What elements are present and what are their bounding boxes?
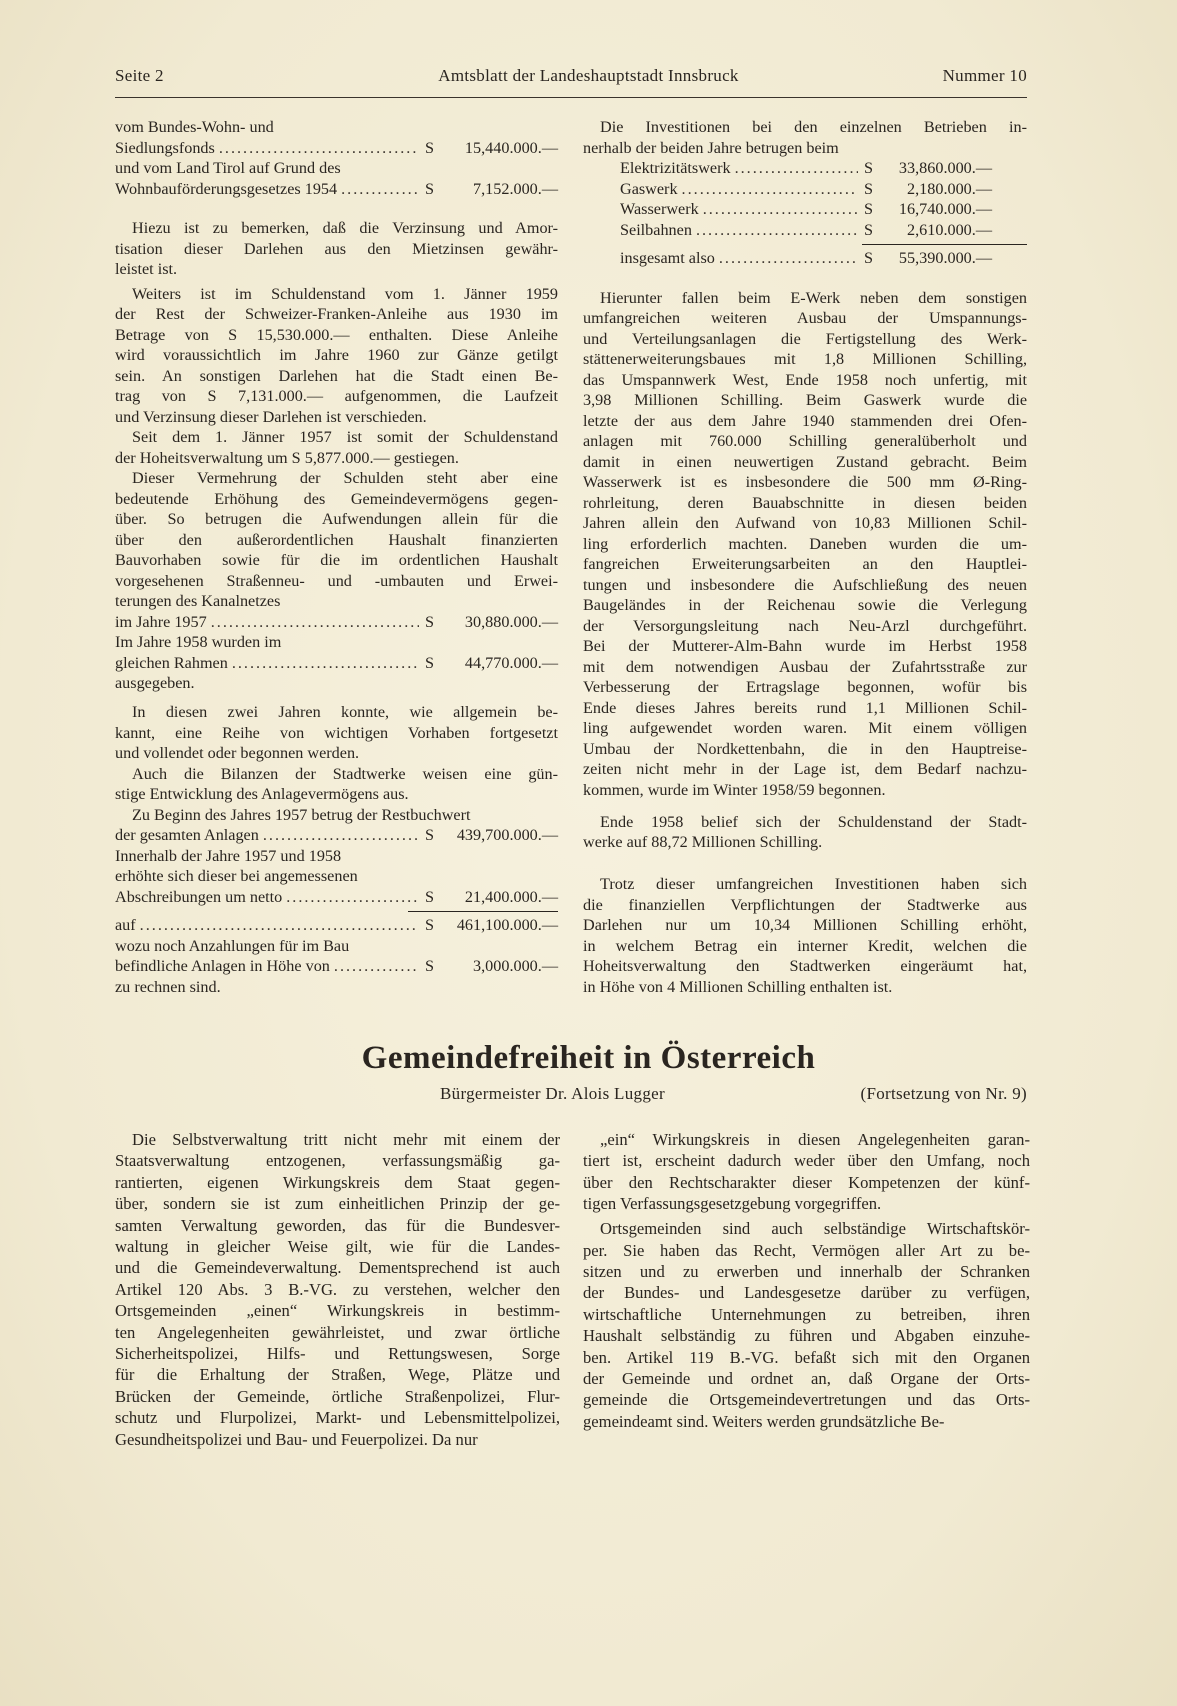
ledger-block xyxy=(115,117,558,199)
text-line: Die Investitionen bei den einzelnen Betrieben in- xyxy=(600,118,1027,136)
ledger-total-row xyxy=(115,915,558,936)
ledger-total-row xyxy=(583,248,1027,269)
ledger-label: Elektrizitätswerk xyxy=(620,159,731,177)
text-line: zu rechnen sind. xyxy=(115,977,221,996)
currency-symbol: S xyxy=(425,887,435,906)
text-line: trag von S 7,131.000.— aufgenommen, die Laufzeit xyxy=(115,387,558,405)
text-line: vom Bundes-Wohn- und xyxy=(115,118,274,136)
ledger-row xyxy=(115,956,558,977)
text-line: tisation dieser Darlehen aus den Mietzinsen gewähr- xyxy=(115,239,558,258)
text-line: und vollendet oder begonnen werden. xyxy=(115,744,360,762)
ledger-amount: 55,390.000.— xyxy=(898,249,992,267)
text-line: Hoheitsverwaltung den Stadtwerken eingeräumt hat, xyxy=(583,957,1027,975)
text-line: damit in einen neuwertigen Zustand gebracht. Beim xyxy=(583,452,1027,471)
text-line: der Gemeinde und ordnet an, daß Organe der Orts- xyxy=(583,1369,1030,1389)
ledger-amount: 3,000.000.— xyxy=(473,957,558,975)
text-line: wirtschaftliche Unternehmungen zu betreiben, ihren xyxy=(583,1304,1030,1324)
paragraph xyxy=(115,702,558,764)
text-line: mit dem notwendigen Ausbau der Zufahrtsstraße zur xyxy=(583,657,1027,676)
text-line: gemeinde die Ortsgemeindevertretungen und das Orts- xyxy=(583,1390,1030,1410)
dot-leader xyxy=(719,248,858,269)
text-line: Seit dem 1. Jänner 1957 ist somit der Schuldenstand xyxy=(132,428,558,446)
text-line: Weiters ist im Schuldenstand vom 1. Jänner 1959 xyxy=(132,284,558,303)
text-line: ling erforderlich machten. Daneben wurden die um- xyxy=(583,534,1027,553)
currency-symbol: S xyxy=(425,612,435,631)
ledger-block xyxy=(115,825,558,997)
text-line: schutz und Flurpolizei, Markt- und Lebensmittelpolizei, xyxy=(115,1408,560,1428)
text-line: samten Verwaltung geworden, das für die Bundesver- xyxy=(115,1215,560,1235)
ledger-row xyxy=(115,825,558,846)
ledger-label: gleichen Rahmen xyxy=(115,653,228,672)
ledger-row xyxy=(115,179,558,200)
text-line: Ortsgemeinden sind auch selbständige Wirtschaftskör- xyxy=(600,1219,1030,1239)
text-line: Betrage von S 15,530.000.— enthalten. Diese Anleihe xyxy=(115,325,558,344)
text-line: fangreichen Erweiterungsarbeiten an den Hauptlei- xyxy=(583,555,1027,573)
ledger-amount: 439,700.000.— xyxy=(456,826,558,844)
text-line: kommen, wurde im Winter 1958/59 begonnen. xyxy=(583,780,886,799)
text-line: kannt, eine Reihe von wichtigen Vorhaben fortgesetzt xyxy=(115,723,558,742)
ledger-label: auf xyxy=(115,916,136,934)
text-line: zeiten nicht mehr in der Lage ist, dem Bedarf nachzu- xyxy=(583,760,1027,778)
text-line: Auch die Bilanzen der Stadtwerke weisen eine gün- xyxy=(132,764,558,783)
text-line: Gesundheitspolizei und Bau- und Feuerpolizei. Da nur xyxy=(115,1429,478,1449)
ledger-row xyxy=(583,158,1027,179)
column-bottom-left xyxy=(115,1129,560,1450)
dot-leader xyxy=(140,915,419,936)
ledger-label: Wasserwerk xyxy=(620,200,699,218)
text-line: Jahren allein den Aufwand von 10,83 Millionen Schil- xyxy=(583,514,1027,532)
text-line: über den Rechtscharakter dieser Kompetenzen der künf- xyxy=(583,1172,1030,1192)
text-line: Brücken der Gemeinde, örtliche Straßenpolizei, Flur- xyxy=(115,1386,560,1406)
ledger-amount: 2,180.000.— xyxy=(907,179,992,198)
text-line: der Hoheitsverwaltung um S 5,877.000.— gestiegen. xyxy=(115,448,459,467)
column-bottom-right xyxy=(583,1129,1030,1432)
text-line: Innerhalb der Jahre 1957 und 1958 xyxy=(115,846,342,865)
text-line: das Umspannwerk West, Ende 1958 noch unfertig, mit xyxy=(583,370,1027,389)
text-line: vorgesehenen Straßenneu- und -umbauten und Erwei- xyxy=(115,571,558,590)
ledger-amount: 30,880.000.— xyxy=(464,612,558,631)
column-top-right xyxy=(583,117,1027,997)
text-line: erhöhte sich dieser bei angemessenen xyxy=(115,867,358,885)
text-line: und Verteilungsanlagen die Fertigstellung des Werk- xyxy=(583,329,1027,348)
text-line: ling aufgewendet worden waren. Mit einem völligen xyxy=(583,719,1027,737)
dot-leader xyxy=(263,825,419,846)
article-author: Bürgermeister Dr. Alois Lugger xyxy=(440,1084,665,1103)
ledger-amount: 7,152.000.— xyxy=(473,179,558,198)
paragraph xyxy=(583,812,1027,853)
text-line: Artikel 120 Abs. 3 B.-VG. zu verstehen, welcher den xyxy=(115,1279,560,1299)
paragraph xyxy=(583,1218,1030,1432)
text-line: wozu noch Anzahlungen für im Bau xyxy=(115,936,350,955)
ledger-amount: 15,440.000.— xyxy=(464,138,558,157)
currency-symbol: S xyxy=(425,916,435,934)
text-line: leistet ist. xyxy=(115,260,178,278)
text-line: Bauvorhaben sowie für die im ordentlichen Haushalt xyxy=(115,551,558,569)
ledger-amount: 16,740.000.— xyxy=(898,200,992,218)
text-line: Staatsverwaltung entzogenen, verfassungsmäßig ga- xyxy=(115,1151,560,1171)
dot-leader xyxy=(682,179,858,200)
text-line: Umbau der Nordkettenbahn, die in den Hauptreise- xyxy=(583,739,1027,758)
text-line: Darlehen nur um 10,34 Millionen Schilling erhöht, xyxy=(583,916,1027,934)
paragraph xyxy=(583,874,1027,997)
text-line: bedeutende Erhöhung des Gemeindevermögens gegen- xyxy=(115,489,558,508)
currency-symbol: S xyxy=(864,220,874,239)
currency-symbol: S xyxy=(425,179,435,198)
text-line: Hierunter fallen beim E-Werk neben dem sonstigen xyxy=(600,288,1027,307)
currency-symbol: S xyxy=(864,179,874,198)
column-top-left xyxy=(115,117,558,997)
text-line: Ortsgemeinden „einen“ Wirkungskreis in bestimm- xyxy=(115,1301,560,1321)
text-line: ben. Artikel 119 B.-VG. befaßt sich mit den Organen xyxy=(583,1347,1030,1367)
ledger-row xyxy=(115,653,558,674)
ledger-row xyxy=(583,199,1027,220)
ledger-row xyxy=(115,612,558,633)
currency-symbol: S xyxy=(864,249,874,267)
dot-leader xyxy=(286,887,419,908)
ledger-label: Gaswerk xyxy=(620,179,678,198)
ledger-label: Abschreibungen um netto xyxy=(115,887,283,906)
paragraph xyxy=(115,427,558,468)
text-line: Die Selbstverwaltung tritt nicht mehr mit einem der xyxy=(132,1130,560,1149)
text-line: nerhalb der beiden Jahre betrugen beim xyxy=(583,138,839,157)
text-line: rohrleitung, deren Bauabschnitte in diesen beiden xyxy=(583,493,1027,512)
ledger-label: insgesamt also xyxy=(620,249,715,267)
text-line: wird voraussichtlich im Jahre 1960 zur Gänze getilgt xyxy=(115,346,558,364)
ledger-label: Seilbahnen xyxy=(620,220,692,239)
page-number: Seite 2 xyxy=(115,66,164,85)
publication-title: Amtsblatt der Landeshauptstadt Innsbruck xyxy=(438,66,739,85)
ledger-label: befindliche Anlagen in Höhe von xyxy=(115,957,330,975)
text-line: sein. An sonstigen Darlehen hat die Stadt einen Be- xyxy=(115,366,558,385)
text-line: und vom Land Tirol auf Grund des xyxy=(115,159,341,177)
text-line: 3,98 Millionen Schilling. Beim Gaswerk wurde die xyxy=(583,391,1027,409)
text-line: ausgegeben. xyxy=(115,674,195,692)
text-line: gemeindeamt sind. Weiters werden grundsätzliche Be- xyxy=(583,1411,945,1431)
text-line: In diesen zwei Jahren konnte, wie allgemein be- xyxy=(132,703,558,721)
dot-leader xyxy=(334,956,419,977)
text-line: der Rest der Schweizer-Franken-Anleihe aus 1930 im xyxy=(115,305,558,323)
text-line: „ein“ Wirkungskreis in diesen Angelegenheiten garan- xyxy=(600,1130,1030,1149)
dot-leader xyxy=(219,138,419,159)
ledger-amount: 461,100.000.— xyxy=(456,916,558,934)
text-line: Trotz dieser umfangreichen Investitionen haben sich xyxy=(600,875,1027,893)
text-line: Wasserwerk ist es insbesondere die 500 mm Ø-Ring- xyxy=(583,473,1027,491)
text-line: Ende 1958 belief sich der Schuldenstand der Stadt- xyxy=(600,812,1027,831)
text-line: Zu Beginn des Jahres 1957 betrug der Restbuchwert xyxy=(132,805,471,824)
ledger-amount: 21,400.000.— xyxy=(464,887,558,906)
article-title: Gemeindefreiheit in Österreich xyxy=(361,1040,816,1076)
text-line: sitzen und zu erwerben und innerhalb der Schranken xyxy=(583,1262,1030,1282)
text-line: und Verzinsung dieser Darlehen ist verschieden. xyxy=(115,407,427,426)
text-line: stättenerweiterungsbaues mit 1,8 Millionen Schilling, xyxy=(583,350,1027,368)
ledger-block xyxy=(583,158,1027,269)
ledger-label: der gesamten Anlagen xyxy=(115,826,259,844)
paragraph xyxy=(583,1129,1030,1215)
text-line: Ende dieses Jahres bereits rund 1,1 Millionen Schil- xyxy=(583,698,1027,717)
ledger-row xyxy=(115,887,558,908)
ledger-amount: 33,860.000.— xyxy=(898,159,992,177)
dot-leader xyxy=(696,220,858,241)
currency-symbol: S xyxy=(425,957,435,975)
text-line: über, sondern sie ist zum einheitlichen Prinzip der ge- xyxy=(115,1194,560,1214)
currency-symbol: S xyxy=(425,653,435,672)
text-line: ten Angelegenheiten gewährleistet, und zwar örtliche xyxy=(115,1322,560,1342)
text-line: Hiezu ist zu bemerken, daß die Verzinsung und Amor- xyxy=(132,219,558,237)
text-line: tungen und insbesondere die Aufschließung des neuen xyxy=(583,575,1027,594)
ledger-label: Siedlungsfonds xyxy=(115,138,215,157)
text-line: terungen des Kanalnetzes xyxy=(115,592,281,610)
ledger-amount: 2,610.000.— xyxy=(907,220,992,239)
dot-leader xyxy=(735,158,858,179)
text-line: per. Sie haben das Recht, Vermögen aller Art zu be- xyxy=(583,1240,1030,1260)
text-line: der Bundes- und Landesgesetze darüber zu verfügen, xyxy=(583,1283,1030,1303)
currency-symbol: S xyxy=(864,159,874,177)
text-line: über. So betrugen die Aufwendungen allein für die xyxy=(115,510,558,528)
dot-leader xyxy=(211,612,419,633)
ledger-block xyxy=(115,612,558,694)
text-line: tiert ist, erscheint dadurch weder über den Umfang, noch xyxy=(583,1151,1030,1171)
ledger-row xyxy=(583,220,1027,241)
ledger-label: Wohnbauförderungsgesetzes 1954 xyxy=(115,179,338,198)
article-continuation-note: (Fortsetzung von Nr. 9) xyxy=(860,1084,1027,1103)
paragraph xyxy=(115,805,558,826)
paragraph xyxy=(115,218,558,280)
paragraph xyxy=(115,764,558,805)
text-line: waltung in gleicher Weise gilt, wie für die Landes- xyxy=(115,1237,560,1257)
text-line: rantierten, eigenen Wirkungskreis dem Staat gegen- xyxy=(115,1172,560,1192)
text-line: umfangreichen weiteren Ausbau der Umspannungs- xyxy=(583,309,1027,327)
paragraph xyxy=(583,117,1027,158)
header-rule xyxy=(115,97,1027,98)
text-line: Bei der Mutterer-Alm-Bahn wurde im Herbst 1958 xyxy=(583,637,1027,655)
paragraph xyxy=(115,468,558,612)
dot-leader xyxy=(703,199,858,220)
text-line: Dieser Vermehrung der Schulden steht aber eine xyxy=(132,469,558,487)
text-line: Baugeländes in der Reichenau sowie die Verlegung xyxy=(583,596,1027,614)
currency-symbol: S xyxy=(425,138,435,157)
text-line: Verbesserung der Ertragslage begonnen, wofür bis xyxy=(583,678,1027,696)
currency-symbol: S xyxy=(864,200,874,218)
text-line: in welchem Betrag ein interner Kredit, welchen die xyxy=(583,936,1027,955)
ledger-label: im Jahre 1957 xyxy=(115,612,207,631)
paragraph xyxy=(583,288,1027,801)
text-line: über den außerordentlichen Haushalt finanzierten xyxy=(115,530,558,549)
text-line: Sicherheitspolizei, Hilfs- und Rettungswesen, Sorge xyxy=(115,1344,560,1364)
text-line: letzte der aus dem Jahre 1940 stammenden drei Ofen- xyxy=(583,411,1027,430)
paragraph xyxy=(115,284,558,428)
ledger-amount: 44,770.000.— xyxy=(464,653,558,672)
issue-number: Nummer 10 xyxy=(942,66,1027,85)
text-line: der Versorgungsleitung nach Neu-Arzl durchgeführt. xyxy=(583,616,1027,635)
text-line: die finanziellen Verpflichtungen der Stadtwerke aus xyxy=(583,895,1027,914)
dot-leader xyxy=(232,653,419,674)
currency-symbol: S xyxy=(425,826,435,844)
ledger-row xyxy=(115,138,558,159)
ledger-row xyxy=(583,179,1027,200)
text-line: tigen Verfassungsgesetzgebung vorgegriffen. xyxy=(583,1194,882,1214)
text-line: Haushalt selbständig zu führen und Abgaben einzuhe- xyxy=(583,1326,1030,1346)
text-line: und die Gemeindeverwaltung. Dementsprechend ist auch xyxy=(115,1258,560,1278)
text-line: anlagen mit 760.000 Schilling generalüberholt und xyxy=(583,432,1027,450)
paragraph xyxy=(115,1129,560,1450)
text-line: werke auf 88,72 Millionen Schilling. xyxy=(583,833,823,851)
text-line: Im Jahre 1958 wurden im xyxy=(115,633,282,651)
dot-leader xyxy=(341,179,419,200)
text-line: stige Entwicklung des Anlagevermögens aus. xyxy=(115,785,409,803)
text-line: in Höhe von 4 Millionen Schilling enthalten ist. xyxy=(583,977,893,996)
text-line: für die Erhaltung der Straßen, Wege, Plätze und xyxy=(115,1365,560,1385)
